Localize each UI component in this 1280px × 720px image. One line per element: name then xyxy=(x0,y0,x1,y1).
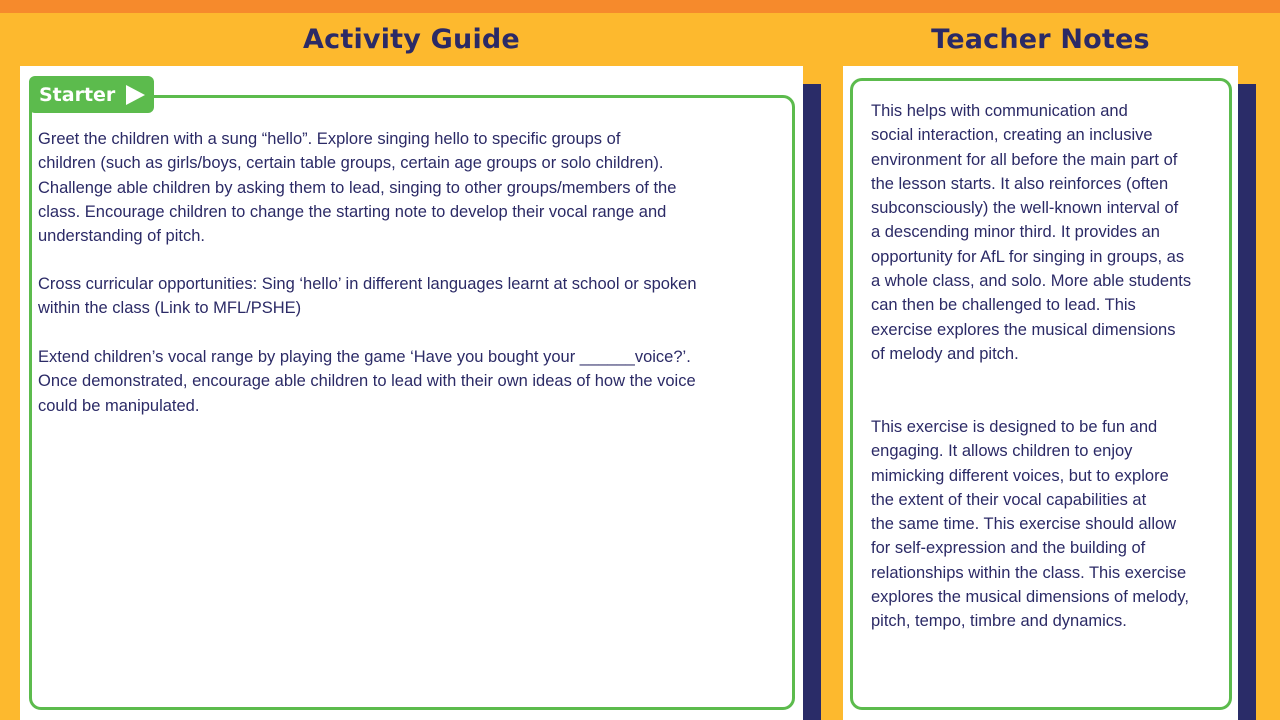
text-line: could be manipulated. xyxy=(38,396,200,415)
text-line: for self-expression and the building of xyxy=(871,539,1146,558)
text-line: This exercise is designed to be fun and xyxy=(871,418,1158,436)
play-icon xyxy=(123,83,147,107)
activity-guide-panel xyxy=(20,66,803,720)
starter-paragraph-cross-curricular xyxy=(38,272,798,321)
text-line: the lesson starts. It also reinforces (often xyxy=(871,174,1169,193)
text-line: class. Encourage children to change the starting note to develop their vocal range and xyxy=(38,202,667,221)
text-line: environment for all before the main part of xyxy=(871,150,1178,169)
teacher-note-exercise xyxy=(871,415,1243,634)
text-line: Challenge able children by asking them to lead, singing to other groups/members of the xyxy=(38,178,677,197)
text-line: Extend children’s vocal range by playing the game ‘Have you bought your ______voice?’. xyxy=(38,348,691,366)
starter-tab-label: Starter xyxy=(39,83,116,106)
text-line: children (such as girls/boys, certain table groups, certain age groups or solo children). xyxy=(38,154,664,173)
text-line: Cross curricular opportunities: Sing ‘hello’ in different languages learnt at school or spoken xyxy=(38,275,697,293)
text-line: the same time. This exercise should allow xyxy=(871,515,1177,534)
teacher-notes-panel xyxy=(843,66,1238,720)
text-line: Once demonstrated, encourage able children to lead with their own ideas of how the voice xyxy=(38,372,696,391)
text-line: mimicking different voices, but to explore xyxy=(871,466,1169,485)
text-line: Greet the children with a sung “hello”. Explore singing hello to specific groups of xyxy=(38,130,621,148)
text-line: explores the musical dimensions of melody, xyxy=(871,588,1189,607)
teacher-notes-heading: Teacher Notes xyxy=(931,24,1150,55)
text-line: the extent of their vocal capabilities at xyxy=(871,490,1147,509)
text-line: of melody and pitch. xyxy=(871,344,1019,363)
text-line: pitch, tempo, timbre and dynamics. xyxy=(871,612,1127,631)
text-line: understanding of pitch. xyxy=(38,227,205,246)
text-line: engaging. It allows children to enjoy xyxy=(871,442,1133,461)
text-line: social interaction, creating an inclusive xyxy=(871,126,1153,145)
text-line: a descending minor third. It provides an xyxy=(871,223,1160,242)
activity-guide-heading: Activity Guide xyxy=(303,24,520,55)
teacher-notes-frame xyxy=(850,78,1232,710)
text-line: can then be challenged to lead. This xyxy=(871,296,1136,315)
text-line: exercise explores the musical dimensions xyxy=(871,320,1176,339)
text-line: subconsciously) the well-known interval of xyxy=(871,199,1179,218)
top-accent-bar xyxy=(0,0,1280,13)
starter-paragraph-vocal-range xyxy=(38,345,798,418)
text-line: This helps with communication and xyxy=(871,102,1128,120)
text-line: a whole class, and solo. More able students xyxy=(871,272,1192,291)
text-line: relationships within the class. This exercise xyxy=(871,563,1187,582)
text-line: within the class (Link to MFL/PSHE) xyxy=(38,299,302,318)
text-line: opportunity for AfL for singing in groups, as xyxy=(871,247,1185,266)
starter-paragraph-greeting xyxy=(38,127,798,248)
teacher-note-communication xyxy=(871,99,1243,366)
starter-tab xyxy=(29,76,154,113)
